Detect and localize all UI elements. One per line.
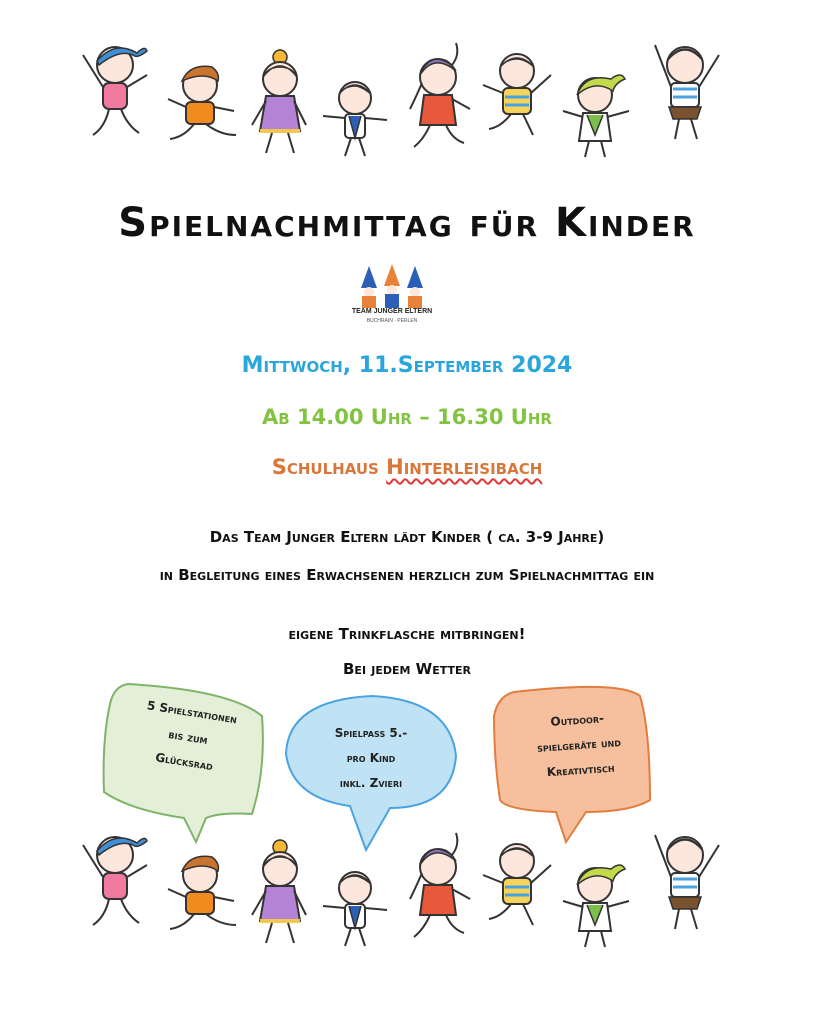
bubble-3-line-2: spielgeräte und [536,735,622,755]
info-line-3: eigene Trinkflasche mitbringen! [288,625,526,643]
flyer-title: Spielnachmittag für Kinder [118,200,696,246]
event-place-prefix: Schulhaus [271,455,387,479]
event-place-name: Hinterleisibach [386,455,543,479]
info-line-2: in Begleitung eines Erwachsenen herzlich zum Spielnachmittag ein [159,566,655,584]
kid-8-bottom-icon [655,835,719,929]
bubble-3-line-3: Kreativtisch [546,760,616,780]
jumping-kids-bottom-illustration [75,825,739,950]
bubble-2-line-1: Spielpass 5.- [334,726,408,740]
event-time: Ab 14.00 Uhr – 16.30 Uhr [262,405,552,429]
bubble-2-line-2: pro Kind [346,751,396,765]
kid-1-bottom-icon [83,837,147,925]
bubble-1-line-2: bis zum [167,727,209,747]
bubble-2 [306,721,436,791]
kid-4-bottom-icon [323,872,387,946]
bubble-1-line-1: 5 Spielstationen [146,698,238,727]
kid-7-bottom-icon [563,865,629,947]
kid-6-bottom-icon [483,844,551,925]
bubble-1-line-3: Glücksrad [154,750,214,774]
kid-2-bottom-icon [168,856,236,929]
bubble-3-line-1: Outdoor- [550,711,605,729]
info-line-4: Bei jedem Wetter [343,660,471,678]
logo-subtitle: BUCHRAIN · PERLEN [366,318,418,324]
logo-name: TEAM JUNGER ELTERN [351,308,433,315]
bubble-2-line-3: inkl. Zvieri [339,776,403,790]
kid-5-bottom-icon [410,833,470,937]
bubble-3 [514,704,645,788]
kid-3-bottom-icon [252,840,306,943]
info-line-1: Das Team Junger Eltern lädt Kinder ( ca. 3-9 Jahre) [209,528,605,546]
event-date: Mittwoch, 11.September 2024 [241,353,573,378]
